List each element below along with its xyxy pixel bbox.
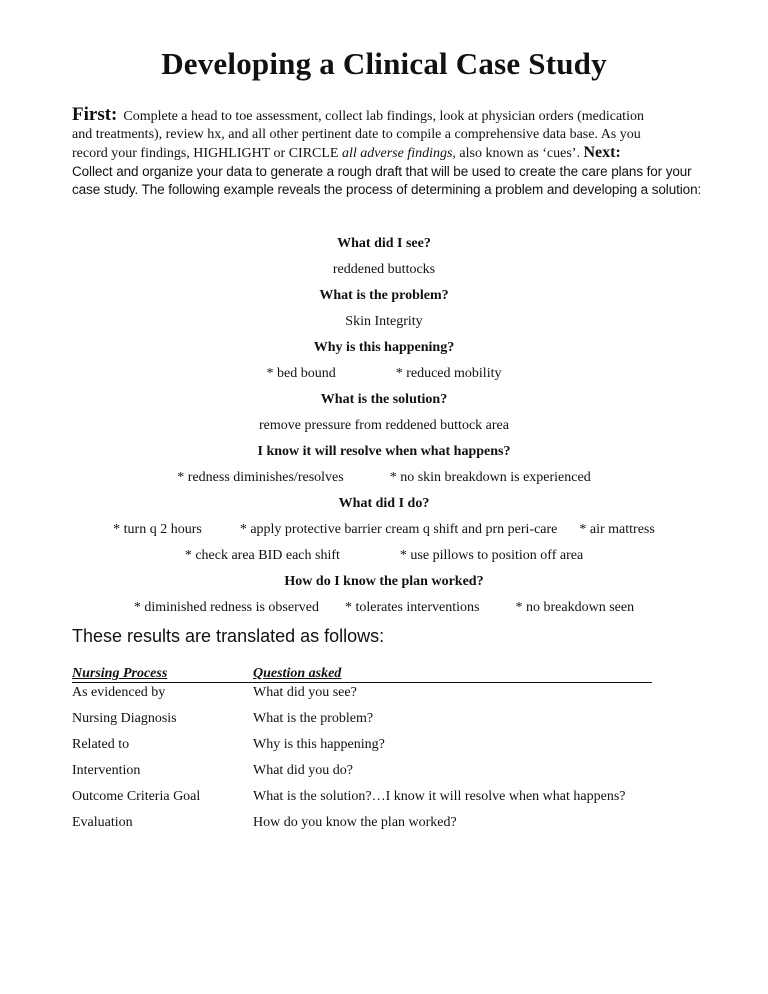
answer-item: * apply protective barrier cream q shift and prn peri-care	[239, 522, 558, 537]
intro-line-4: Collect and organize your data to generate a rough draft that will be used to create the care plans for your case study. The following example reveals the process of determining a problem and developing a solution:	[72, 164, 702, 197]
adverse-findings-emphasis: all adverse findings	[341, 146, 453, 161]
question-what-is-the-problem: What is the problem?	[319, 288, 449, 303]
answer-item: * use pillows to position off area	[399, 548, 584, 563]
nursing-process-cell: Nursing Diagnosis	[72, 711, 177, 726]
answer-plan-worked	[0, 600, 768, 616]
nursing-process-cell: Intervention	[72, 763, 141, 778]
table-row	[72, 761, 652, 787]
question-cell: Why is this happening?	[253, 737, 385, 752]
table-header-row	[72, 666, 652, 683]
intro-text-3a: record your findings, HIGHLIGHT or CIRCLE	[72, 146, 342, 161]
answer-item: * air mattress	[579, 522, 655, 537]
nursing-process-cell: Related to	[72, 737, 130, 752]
question-cell: How do you know the plan worked?	[253, 815, 457, 830]
question-cell: What did you do?	[253, 763, 353, 778]
answer-item: * tolerates interventions	[344, 600, 480, 615]
answer-what-did-i-do-line-1	[0, 522, 768, 538]
intro-paragraph	[72, 106, 708, 199]
header-question-asked: Question asked	[253, 666, 342, 681]
question-what-did-i-see: What did I see?	[337, 236, 431, 251]
intro-line-1	[72, 106, 708, 126]
nursing-process-cell: Outcome Criteria Goal	[72, 789, 201, 804]
intro-line-2: and treatments), review hx, and all other pertinent date to compile a comprehensive data base. As you	[72, 127, 641, 142]
answer-what-did-i-see: reddened buttocks	[332, 262, 436, 277]
answer-what-did-i-do-line-2	[0, 548, 768, 564]
question-why-happening: Why is this happening?	[313, 340, 455, 355]
table-row	[72, 683, 652, 709]
answer-item: * turn q 2 hours	[113, 522, 202, 537]
answer-why-happening	[0, 366, 768, 382]
answer-item: * bed bound	[266, 366, 336, 381]
question-cell: What did you see?	[253, 685, 357, 700]
table-row	[72, 813, 652, 839]
question-cell: What is the problem?	[253, 711, 374, 726]
intro-line-3	[72, 144, 708, 163]
question-cell: What is the solution?…I know it will resolve when what happens?	[253, 789, 626, 804]
page-title: Developing a Clinical Case Study	[161, 46, 607, 81]
answer-item: * redness diminishes/resolves	[177, 470, 344, 485]
answer-item: * reduced mobility	[395, 366, 502, 381]
intro-text-1: Complete a head to toe assessment, collect lab findings, look at physician orders (medication	[123, 109, 644, 124]
header-nursing-process: Nursing Process	[72, 666, 168, 681]
question-plan-worked: How do I know the plan worked?	[284, 574, 484, 589]
table-row	[72, 787, 652, 813]
question-what-did-i-do: What did I do?	[338, 496, 430, 511]
nursing-process-cell: As evidenced by	[72, 685, 166, 700]
table-row	[72, 709, 652, 735]
answer-item: * no skin breakdown is experienced	[389, 470, 591, 485]
results-heading: These results are translated as follows:	[72, 626, 385, 646]
answer-item: * check area BID each shift	[184, 548, 340, 563]
question-what-is-the-solution: What is the solution?	[320, 392, 448, 407]
first-label: First:	[72, 104, 118, 125]
nursing-process-cell: Evaluation	[72, 815, 133, 830]
question-resolve-when: I know it will resolve when what happens?	[257, 444, 511, 459]
answer-what-is-the-solution: remove pressure from reddened buttock area	[259, 418, 509, 433]
answer-item: * no breakdown seen	[515, 600, 635, 615]
answer-resolve-when	[0, 470, 768, 486]
table-row	[72, 735, 652, 761]
answer-item: * diminished redness is observed	[133, 600, 319, 615]
intro-text-3b: , also known as ‘cues’.	[452, 146, 580, 161]
answer-what-is-the-problem: Skin Integrity	[345, 314, 423, 329]
next-label: Next:	[583, 144, 621, 161]
translation-table	[72, 666, 652, 839]
